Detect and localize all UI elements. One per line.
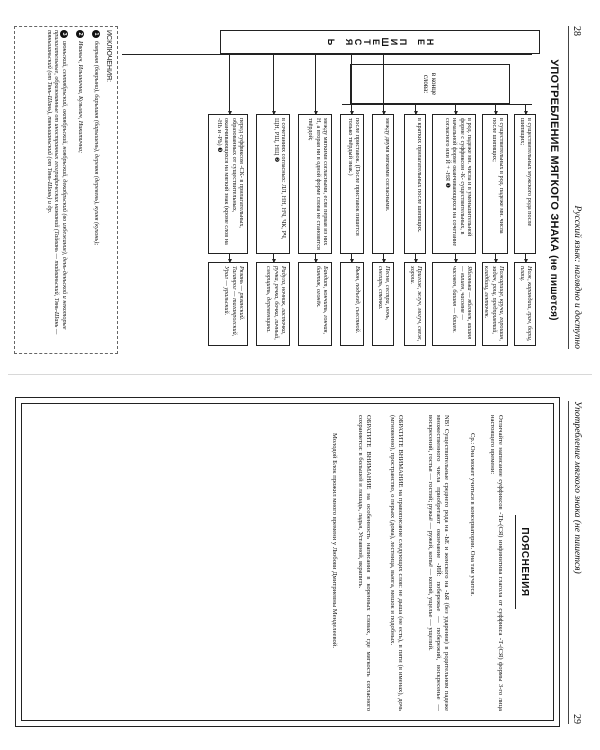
- vertical-letter: Ь: [326, 38, 336, 46]
- arrow: [415, 104, 416, 114]
- explanations-title: ПОЯСНЕНИЯ: [519, 527, 530, 597]
- arrow: [455, 104, 456, 114]
- arrow: [351, 54, 352, 114]
- example-box: Яблонька — яблонек, вишня — вишен, часовня — часовен, башня — башен.: [432, 262, 476, 346]
- exception-item: [76, 30, 84, 350]
- vertical-letter: С: [353, 38, 363, 46]
- explanation-paragraph: Отличайте написание суффиксов -ТЬ-(СЯ) инфинитива глагола от суффикса -Т-(СЯ) формы 3-го лица настоящего времени:: [489, 415, 504, 711]
- rule-box: в род. падеже мн. числа и в уменьшительной форме с суффиксом -К- существительных, в начальной форме оканчивающихся на сочетание согласного или Й + -НЯ ❶: [432, 114, 476, 254]
- exception-number: 1: [92, 30, 100, 38]
- arrow: [495, 254, 496, 262]
- vertical-letter: Т: [362, 39, 372, 45]
- rule-box: после приставок. (После приставок пишется только твёрдый знак.): [340, 114, 364, 254]
- exception-text: боярыня (боярыни), барышня (барышень), деревня (деревень), кухня (кухонь);: [93, 41, 100, 246]
- arrow: [525, 104, 526, 114]
- arrow: [229, 254, 230, 262]
- example-box: Нож, карандаш, грач, борщ, плащ.: [514, 262, 536, 346]
- rule-box: в существительных в род. падеже мн. числа после шипящих;: [482, 114, 508, 254]
- arrow: [229, 54, 230, 114]
- connector-line: [342, 104, 532, 105]
- connector-line: [122, 54, 532, 55]
- example-box: Бандит, кончить, гончая, бантик, огонёк.: [298, 262, 332, 346]
- exception-item: [92, 30, 100, 350]
- right-page: [0, 375, 600, 750]
- arrow: [495, 104, 496, 114]
- example-box: Вьюн, подъезд, съестной.: [340, 262, 364, 346]
- rule-box: перед суффиксом -СК- в прилагательных, образованных от существительных, оканчивающихся на мягкий знак (кроме слов на -НЬ и -РЬ) ❸: [208, 114, 248, 254]
- vertical-letter: [335, 41, 344, 44]
- explanation-example: Ср.: Она может учиться в консерватории. Она там учится.: [469, 433, 476, 597]
- explanation-paragraph: ОБРАТИТЕ ВНИМАНИЕ на правописание следующих слов: не дыша (не есть), в пяти (в именах), дочь (мгновенно), пространство, о перьях (дома), лестница, вьюга, мешок и подобных.: [389, 415, 404, 711]
- running-title-right: Употребление мягкого знака (не пишется): [572, 401, 582, 574]
- arrow: [351, 254, 352, 262]
- page-number-left: 28: [571, 26, 582, 36]
- arrow: [315, 254, 316, 262]
- running-head-left: [568, 26, 582, 349]
- title-text: УПОТРЕБЛЕНИЕ МЯГКОГО ЗНАКА: [548, 59, 560, 252]
- explanation-paragraph: NB! Существительные среднего рода на -ЬЕ и женского на -ЬЯ (без ударения) в родительном падеже множественного числа приобретают окончание -ИЙ: побережье — побережий, воскресенье — воскресений, гостья — гостий; ружьё — ружей, копьё — копий, ущелье — ущелий.: [427, 415, 450, 711]
- exception-text: Иваныч, Ильинична, Кузьмич, Никитична;: [77, 41, 84, 154]
- rule-box: в сочетаниях согласных: ЛЛ, НН, НЧ, ЧК, РЧ, ЩН, РЩ, НЩ ❷: [256, 114, 290, 254]
- rule-box: между мягкими согласными, если первая из них Н, а вторая ни в одной форме слова не становится твёрдой;: [298, 114, 332, 254]
- vertical-letter: Е: [416, 38, 426, 45]
- example-box: Песня, сестра, ночь, снегирь, стенка.: [372, 262, 394, 346]
- running-title-left: Русский язык: наглядно и доступно: [572, 205, 582, 349]
- title-underline: [515, 515, 516, 609]
- vertical-letter: [407, 41, 416, 44]
- arrow: [525, 254, 526, 262]
- vertical-letter: И: [389, 38, 399, 46]
- vertical-letter: Я: [344, 38, 354, 46]
- v-konce-slova-box: в конце слова:: [350, 64, 510, 104]
- ne-pishetsya-letters: [220, 30, 540, 54]
- exception-item: [46, 30, 68, 350]
- vertical-letter: Ш: [380, 37, 390, 47]
- rule-box: в существительных мужского рода после шипящих;: [514, 114, 536, 254]
- exception-text: июньский, сентябрьский, октябрьский, ноябрьский, декабрьский (во избежание), день-деньской и некоторые прилагательные, образованные от иностранных географических названий (Тайвань — тайваньский, Тянь-Шань — тяньшаньский (от Тянь-Шань), тяньшаньский (от Тянь-Шань) и др.: [45, 30, 68, 335]
- exceptions-title: ИСКЛЮЧЕНИЯ:: [105, 30, 112, 83]
- title-note: (не пишется): [548, 255, 559, 321]
- arrow: [273, 254, 274, 262]
- arrow: [273, 54, 274, 114]
- exception-number: 2: [76, 30, 84, 38]
- arrow: [383, 254, 384, 262]
- arrow: [455, 254, 456, 262]
- rule-box: в кратких прилагательных после шипящих.: [404, 114, 426, 254]
- running-head-right: [568, 401, 582, 724]
- vertical-letter: П: [398, 38, 408, 46]
- arrow: [315, 54, 316, 114]
- page-number-right: 29: [571, 714, 582, 724]
- example-box: Рязань — рязанский. Таганрог — таганрогский, Урал — уральский.: [208, 262, 248, 346]
- vertical-letter: Е: [371, 38, 381, 45]
- explanation-example: Молодой Блок прожил много времени у Любови Дмитриевны Менделеевой.: [331, 433, 338, 648]
- explanation-paragraph: ОБРАТИТЕ ВНИМАНИЕ на особенность написания в коренных словах, где мягкость согласного сохраняется: в большей и лошадь, ладья, Уставной, вкрапить.: [357, 415, 372, 711]
- rule-box: между двумя мягкими согласными.: [372, 114, 394, 254]
- arrow: [415, 254, 416, 262]
- example-box: Пригож, жгуч, могуч, свеж, хорош.: [404, 262, 426, 346]
- vertical-letter: Н: [425, 38, 435, 46]
- example-box: Радуга, ночник, ласточка, ручка, речка, бочка, личный, сморщить, деревенщина.: [256, 262, 290, 346]
- exception-number: 3: [60, 30, 68, 38]
- arrow: [383, 54, 384, 114]
- page-title: [548, 30, 560, 350]
- example-box: Пожарище, кручи, горошин, задач, рощ, предприятий, кладбищ, ленточек.: [482, 262, 508, 346]
